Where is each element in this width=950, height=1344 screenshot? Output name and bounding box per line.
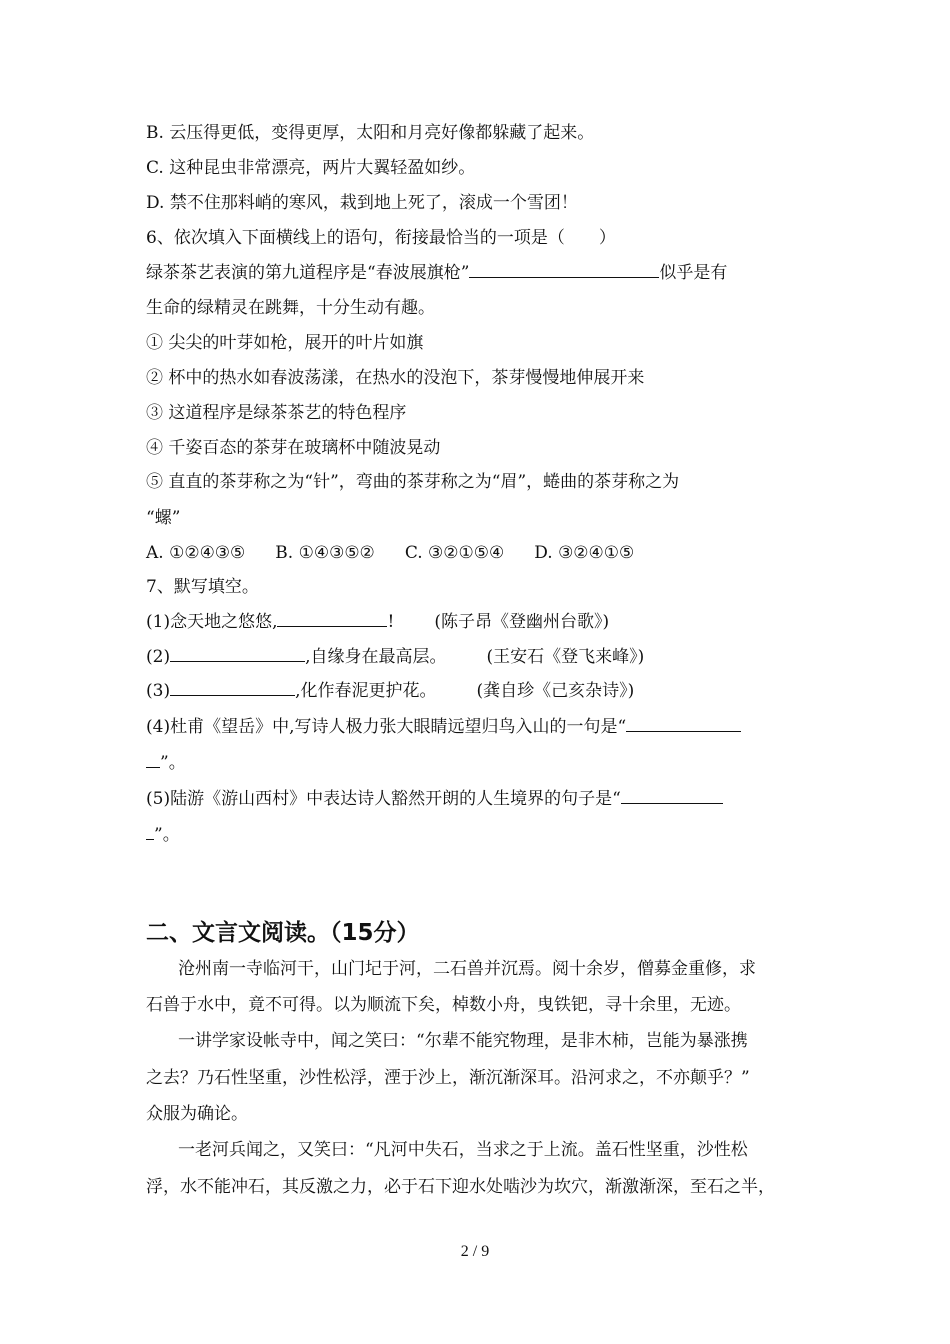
passage-p2-line1: 一讲学家设帐寺中，闻之笑曰：“尔辈不能究物理，是非木柿，岂能为暴涨携 [178,1031,748,1051]
q7-item-2 [146,645,644,669]
passage-p1-line1: 沧州南一寺临河干，山门圮于河，二石兽并沉焉。阅十余岁，僧募金重修，求 [178,959,756,979]
section-2-title: 二、文言文阅读。（15分） [146,920,420,946]
q7-item-4-line2 [146,751,186,775]
q7-item-5-blank[interactable] [621,787,723,804]
q7-stem: 7、默写填空。 [146,577,259,597]
q7-item-3-blank[interactable] [170,679,295,696]
q7-item-3-text: ,化作春泥更护花。 [295,681,437,701]
passage-p1-line2: 石兽于水中，竟不可得。以为顺流下矣，棹数小舟，曳铁钯，寻十余里，无迹。 [146,995,741,1015]
q6-option-b: B. ①④③⑤② [275,543,375,563]
q7-item-1 [146,610,609,634]
passage-p3-line1: 一老河兵闻之，又笑曰：“凡河中失石，当求之于上流。盖石性坚重，沙性松 [178,1140,748,1160]
q7-item-4-end: ”。 [160,753,186,773]
q7-item-2-blank[interactable] [170,645,305,662]
q7-item-4-line1 [146,715,741,739]
q5-option-b: B. 云压得更低，变得更厚，太阳和月亮好像都躲藏了起来。 [146,123,595,143]
q7-item-5-end: ”。 [154,825,180,845]
q6-passage-line1 [146,261,727,285]
q7-item-1-text: (1)念天地之悠悠, [146,612,278,632]
q6-passage-after: 似乎是有 [659,263,728,283]
q6-option-c: C. ③②①⑤④ [404,543,505,563]
q7-item-4-blank[interactable] [626,715,741,732]
q7-item-1-end: ! [387,612,395,632]
q7-item-2-text: ,自缘身在最高层。 [305,647,447,667]
q7-item-1-source: (陈子昂《登幽州台歌》) [434,612,610,632]
q7-item-5-line2 [146,823,180,847]
q7-item-5-blank-cont[interactable] [146,823,154,840]
q5-option-d: D. 禁不住那料峭的寒风，栽到地上死了，滚成一个雪团！ [146,193,578,213]
q7-item-3-source: (龚自珍《己亥杂诗》) [476,681,635,701]
q6-passage-line2: 生命的绿精灵在跳舞，十分生动有趣。 [146,298,435,318]
q7-item-5-line1 [146,787,723,811]
q6-sentence-5-line1: ⑤ 直直的茶芽称之为“针”，弯曲的茶芽称之为“眉”，蜷曲的茶芽称之为 [146,472,680,492]
q6-stem: 6、依次填入下面横线上的语句，衔接最恰当的一项是（ ） [146,228,616,248]
page-number: 2 / 9 [460,1243,490,1260]
q7-item-5-text: (5)陆游《游山西村》中表达诗人豁然开朗的人生境界的句子是“ [146,789,621,809]
q6-sentence-3: ③ 这道程序是绿茶茶艺的特色程序 [146,403,407,423]
q7-item-1-blank[interactable] [277,610,387,627]
q7-item-4-blank-cont[interactable] [146,751,160,768]
q6-option-a: A. ①②④③⑤ [146,543,246,563]
q7-item-3 [146,679,634,703]
q6-passage-before: 绿茶茶艺表演的第九道程序是“春波展旗枪” [146,263,470,283]
q6-sentence-2: ② 杯中的热水如春波荡漾，在热水的没泡下，茶芽慢慢地伸展开来 [146,368,645,388]
q6-sentence-4: ④ 千姿百态的茶芽在玻璃杯中随波晃动 [146,438,441,458]
q5-option-c: C. 这种昆虫非常漂亮，两片大翼轻盈如纱。 [146,158,476,178]
passage-p3-line2: 浮，水不能冲石，其反激之力，必于石下迎水处啮沙为坎穴，渐激渐深，至石之半， [146,1177,775,1197]
q7-item-3-number: (3) [146,681,171,701]
passage-p2-line3: 众服为确论。 [146,1104,248,1124]
q6-sentence-5-line2: “螺” [146,508,181,528]
q7-item-4-text: (4)杜甫《望岳》中,写诗人极力张大眼睛远望归鸟入山的一句是“ [146,717,627,737]
q7-item-2-number: (2) [146,647,171,667]
passage-p2-line2: 之去？乃石性坚重，沙性松浮，湮于沙上，渐沉渐深耳。沿河求之，不亦颠乎？” [146,1068,750,1088]
q7-item-2-source: (王安石《登飞来峰》) [486,647,645,667]
q6-answer-blank[interactable] [469,261,659,278]
q6-options [146,541,634,565]
q6-option-d: D. ③②④①⑤ [534,543,635,563]
q6-sentence-1: ① 尖尖的叶芽如枪，展开的叶片如旗 [146,333,424,353]
